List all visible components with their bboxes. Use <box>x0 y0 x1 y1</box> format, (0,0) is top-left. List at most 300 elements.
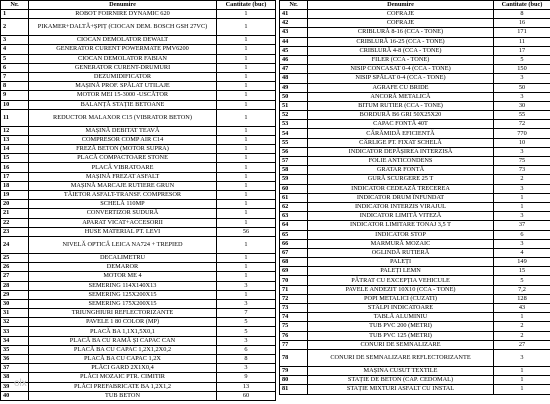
row-number: 5 <box>1 54 29 63</box>
row-number: 75 <box>280 322 308 331</box>
row-number: 71 <box>280 285 308 294</box>
item-quantity: 5 <box>494 276 550 285</box>
item-quantity: 6 <box>494 230 550 239</box>
table-row <box>1 327 276 336</box>
item-name: INDICATOR DRUM ÎNFUNDAT <box>308 193 494 202</box>
row-number: 54 <box>280 129 308 138</box>
row-number: 76 <box>280 331 308 340</box>
item-name: TUB PVC 125 (METRI) <box>308 331 494 340</box>
item-name: PALEȚI LEMN <box>308 267 494 276</box>
table-row <box>280 19 550 28</box>
row-number: 72 <box>280 294 308 303</box>
item-quantity: 11 <box>494 37 550 46</box>
table-row <box>1 209 276 218</box>
item-name: OGLINDĂ RUTIERĂ <box>308 248 494 257</box>
item-name: SCHELĂ 110MP <box>29 200 217 209</box>
item-name: BITUM RUTIER (CCA - TONE) <box>308 101 494 110</box>
item-name: SEMERING 125X200X15 <box>29 290 217 299</box>
item-name: GRATAR FONTĂ <box>308 166 494 175</box>
item-quantity: 1 <box>217 200 276 209</box>
table-row <box>280 376 550 385</box>
item-quantity: 2 <box>494 331 550 340</box>
item-name: PAVELE 1 80 COLOR (MP) <box>29 318 217 327</box>
row-number: 50 <box>280 92 308 101</box>
item-name: CÂRLIGE PT. FIXAT SCHELĂ <box>308 138 494 147</box>
item-name: PLACĂ BA CU CAPAC 1,2X <box>29 355 217 364</box>
item-name: MAȘINĂ FREZAT ASFALT <box>29 172 217 181</box>
item-name: CĂRĂMIDĂ EFICIENTĂ <box>308 129 494 138</box>
row-number: 24 <box>1 236 29 253</box>
item-name: INDICATOR INTERZIS VIRAJUL <box>308 202 494 211</box>
row-number: 31 <box>1 309 29 318</box>
item-quantity: 1 <box>217 236 276 253</box>
item-quantity: 60 <box>217 391 276 400</box>
item-quantity: 3 <box>217 281 276 290</box>
row-number: 30 <box>1 299 29 308</box>
item-name: CRIBLURĂ 16-25 (CCA - TONE) <box>308 37 494 46</box>
table-row <box>1 336 276 345</box>
item-quantity: 37 <box>494 221 550 230</box>
row-number: 15 <box>1 154 29 163</box>
row-number: 44 <box>280 37 308 46</box>
item-quantity: 1 <box>217 82 276 91</box>
row-number: 21 <box>1 209 29 218</box>
item-name: INDICATOR LIMITĂ VITEZĂ <box>308 212 494 221</box>
row-number: 77 <box>280 340 308 349</box>
item-quantity: 2 <box>494 322 550 331</box>
row-number: 25 <box>1 253 29 262</box>
item-quantity: 770 <box>494 129 550 138</box>
item-name: CIOCAN DEMOLATOR DEWALT <box>29 36 217 45</box>
row-number: 40 <box>1 391 29 400</box>
inventory-table-right <box>279 0 550 395</box>
item-quantity: 3 <box>217 299 276 308</box>
table-row <box>280 120 550 129</box>
item-quantity: 3 <box>494 184 550 193</box>
table-row <box>1 163 276 172</box>
table-row <box>280 239 550 248</box>
item-name: GENERATOR CURENT POWERMATE PMV6200 <box>29 45 217 54</box>
table-row <box>280 74 550 83</box>
row-number: 58 <box>280 166 308 175</box>
watermark: olx <box>14 378 27 389</box>
item-quantity: 10 <box>494 138 550 147</box>
table-row <box>1 181 276 190</box>
item-name: NISIP CONCASAT 0-4 (CCA - TONE) <box>308 65 494 74</box>
row-number: 12 <box>1 126 29 135</box>
item-quantity: 9 <box>217 373 276 382</box>
item-name: COMPRESOR COMP AIR C14 <box>29 135 217 144</box>
item-quantity: 1 <box>217 10 276 19</box>
item-name: CONVERTIZOR SUDURĂ <box>29 209 217 218</box>
row-number: 8 <box>1 82 29 91</box>
table-row <box>280 129 550 138</box>
row-number: 18 <box>1 181 29 190</box>
table-row <box>1 126 276 135</box>
item-quantity: 3 <box>494 74 550 83</box>
table-row <box>280 385 550 394</box>
table-row <box>1 200 276 209</box>
header-denumire: Denumire <box>308 1 494 10</box>
table-row <box>1 281 276 290</box>
table-row <box>1 135 276 144</box>
row-number: 55 <box>280 138 308 147</box>
row-number: 6 <box>1 63 29 72</box>
item-quantity: 1 <box>217 91 276 100</box>
item-quantity: 1 <box>217 209 276 218</box>
item-name: FILER (CCA - TONE) <box>308 55 494 64</box>
table-row <box>280 166 550 175</box>
item-quantity: 1 <box>217 181 276 190</box>
table-row <box>280 83 550 92</box>
table-row <box>280 340 550 349</box>
item-quantity: 5 <box>217 327 276 336</box>
item-name: PLACĂ VIBRATOARE <box>29 163 217 172</box>
item-quantity: 1 <box>217 272 276 281</box>
item-name: AGRAFE CU BRIDE <box>308 83 494 92</box>
item-name: MAȘINA CUSUT TEXTILE <box>308 366 494 375</box>
table-row <box>280 147 550 156</box>
item-name: PLACĂ BA 1,1X1,5X0,1 <box>29 327 217 336</box>
table-row <box>1 391 276 400</box>
table-row <box>280 65 550 74</box>
row-number: 33 <box>1 327 29 336</box>
table-row <box>1 82 276 91</box>
row-number: 20 <box>1 200 29 209</box>
item-name: MOTOR MEI 15-3000 -USCĂTOR <box>29 91 217 100</box>
table-row <box>1 355 276 364</box>
item-quantity: 1 <box>217 163 276 172</box>
item-quantity: 7 <box>217 309 276 318</box>
table-row <box>280 366 550 375</box>
item-quantity: 1 <box>217 45 276 54</box>
item-name: MOTOR ME 4 <box>29 272 217 281</box>
item-name: STAȚIE MIXTURI ASFALT CU INSTAL <box>308 385 494 394</box>
row-number: 47 <box>280 65 308 74</box>
item-name: CRIBLURĂ 4-8 (CCA - TONE) <box>308 46 494 55</box>
item-name: PLĂCI GARD 2X1X0,4 <box>29 364 217 373</box>
row-number: 36 <box>1 355 29 364</box>
table-row <box>280 285 550 294</box>
row-number: 67 <box>280 248 308 257</box>
inventory-table-left <box>0 0 276 401</box>
item-name: ANCORĂ METALICĂ <box>308 92 494 101</box>
row-number: 48 <box>280 74 308 83</box>
item-name: SEMERING 114X140X13 <box>29 281 217 290</box>
item-name: BALANȚĂ STAȚIE BETOANE <box>29 100 217 109</box>
item-quantity: 1 <box>217 126 276 135</box>
item-quantity: 56 <box>217 227 276 236</box>
table-row <box>1 236 276 253</box>
row-number: 2 <box>1 19 29 36</box>
item-quantity: 1 <box>217 191 276 200</box>
row-number: 4 <box>1 45 29 54</box>
item-quantity: 1 <box>217 218 276 227</box>
table-row <box>1 309 276 318</box>
table-row <box>1 54 276 63</box>
row-number: 34 <box>1 336 29 345</box>
item-name: NISIP SPĂLAT 0-4 (CCA - TONE) <box>308 74 494 83</box>
item-quantity: 1 <box>494 313 550 322</box>
item-quantity: 1 <box>494 366 550 375</box>
row-number: 23 <box>1 227 29 236</box>
item-name: MAȘINĂ MARCAJE RUTIERE GRUN <box>29 181 217 190</box>
row-number: 68 <box>280 258 308 267</box>
item-name: STAȚIE DE BETON (CAP. CEDOMAL) <box>308 376 494 385</box>
row-number: 52 <box>280 111 308 120</box>
item-quantity: 15 <box>494 267 550 276</box>
row-number: 46 <box>280 55 308 64</box>
row-number: 65 <box>280 230 308 239</box>
item-name: FOLIE ANTICONDENS <box>308 157 494 166</box>
item-quantity: 1 <box>217 145 276 154</box>
item-quantity: 8 <box>217 355 276 364</box>
table-row <box>1 272 276 281</box>
table-row <box>280 322 550 331</box>
item-quantity: 1 <box>494 376 550 385</box>
item-name: PLĂCI MOZAIC PTR. CIMITIR <box>29 373 217 382</box>
table-row <box>280 313 550 322</box>
row-number: 73 <box>280 304 308 313</box>
item-quantity: 171 <box>494 28 550 37</box>
table-row <box>280 267 550 276</box>
table-row <box>280 138 550 147</box>
table-row <box>280 248 550 257</box>
item-quantity: 1 <box>217 54 276 63</box>
item-quantity: 3 <box>217 336 276 345</box>
item-name: GENERATOR CURENT-DRUMURI <box>29 63 217 72</box>
item-quantity: 16 <box>494 19 550 28</box>
item-quantity: 1 <box>494 202 550 211</box>
row-number: 81 <box>280 385 308 394</box>
table-row <box>1 154 276 163</box>
item-quantity: 3 <box>494 92 550 101</box>
row-number: 9 <box>1 91 29 100</box>
item-quantity: 43 <box>494 304 550 313</box>
header-nr: Nr. <box>1 1 29 10</box>
table-row <box>280 276 550 285</box>
row-number: 29 <box>1 290 29 299</box>
table-row <box>1 172 276 181</box>
item-name: DEZUMIDIFICATOR <box>29 72 217 81</box>
table-row <box>280 184 550 193</box>
item-name: PLĂCI PREFABRICATE BA 1,2X1,2 <box>29 382 217 391</box>
item-quantity: 27 <box>494 340 550 349</box>
row-number: 61 <box>280 193 308 202</box>
item-quantity: 6 <box>217 345 276 354</box>
table-row <box>280 157 550 166</box>
row-number: 22 <box>1 218 29 227</box>
row-number: 80 <box>280 376 308 385</box>
header-nr: Nr. <box>280 1 308 10</box>
row-number: 11 <box>1 109 29 126</box>
row-number: 16 <box>1 163 29 172</box>
table-row <box>280 111 550 120</box>
item-quantity: 3 <box>217 364 276 373</box>
item-name: STÂLPI INDICATOARE <box>308 304 494 313</box>
row-number: 51 <box>280 101 308 110</box>
row-number: 70 <box>280 276 308 285</box>
table-row <box>1 318 276 327</box>
table-row <box>280 258 550 267</box>
table-row <box>1 227 276 236</box>
table-row <box>280 46 550 55</box>
item-quantity: 8 <box>494 10 550 19</box>
row-number: 57 <box>280 157 308 166</box>
item-quantity: 50 <box>494 83 550 92</box>
item-name: CONURI DE SEMNALIZARE REFLECTORIZANTE <box>308 349 494 366</box>
row-number: 69 <box>280 267 308 276</box>
item-name: COFRAJE <box>308 10 494 19</box>
table-row <box>280 55 550 64</box>
item-quantity: 3 <box>494 147 550 156</box>
row-number: 37 <box>1 364 29 373</box>
row-number: 7 <box>1 72 29 81</box>
row-number: 39 <box>1 382 29 391</box>
row-number: 74 <box>280 313 308 322</box>
table-row <box>1 19 276 36</box>
row-number: 62 <box>280 202 308 211</box>
item-name: TUB BETON <box>29 391 217 400</box>
table-row <box>1 91 276 100</box>
item-name: INDICATOR CEDEAZĂ TRECEREA <box>308 184 494 193</box>
item-name: PĂTRAT CU EXCEPȚIA VEHICULE <box>308 276 494 285</box>
item-quantity: 2 <box>494 175 550 184</box>
item-quantity: 7,2 <box>494 285 550 294</box>
table-row <box>1 36 276 45</box>
table-row <box>1 10 276 19</box>
row-number: 14 <box>1 145 29 154</box>
item-name: TUB PVC 200 (METRI) <box>308 322 494 331</box>
row-number: 63 <box>280 212 308 221</box>
row-number: 43 <box>280 28 308 37</box>
item-quantity: 30 <box>494 101 550 110</box>
item-name: CONURI DE SEMNALIZARE <box>308 340 494 349</box>
table-row <box>280 230 550 239</box>
row-number: 66 <box>280 239 308 248</box>
item-quantity: 1 <box>217 19 276 36</box>
item-name: PLACĂ BA CU CAPAC 1,2X1,2X0,2 <box>29 345 217 354</box>
item-name: HUSE MATERIAL PT. LEVI <box>29 227 217 236</box>
table-row <box>280 294 550 303</box>
item-name: SEMERING 175X200X15 <box>29 299 217 308</box>
item-name: ROBOT FOIRNIRE DYNAMIC 620 <box>29 10 217 19</box>
row-number: 64 <box>280 221 308 230</box>
row-number: 32 <box>1 318 29 327</box>
row-number: 3 <box>1 36 29 45</box>
item-name: POPI METALICI (CUZATI) <box>308 294 494 303</box>
item-name: PLACĂ COMPACTOARE STONE <box>29 154 217 163</box>
item-quantity: 1 <box>494 193 550 202</box>
item-quantity: 73 <box>494 166 550 175</box>
item-quantity: 149 <box>494 258 550 267</box>
item-name: NIVELĂ OPTICĂ LEICA NA724 + TREPIED <box>29 236 217 253</box>
table-row <box>280 212 550 221</box>
item-name: INDICATOR DEPĂȘIREA INTERZISĂ <box>308 147 494 156</box>
item-quantity: 1 <box>217 154 276 163</box>
item-quantity: 128 <box>494 294 550 303</box>
item-quantity: 1 <box>217 109 276 126</box>
item-name: GURĂ SCURGERE 25 T <box>308 175 494 184</box>
table-row <box>280 101 550 110</box>
table-row <box>1 382 276 391</box>
table-row <box>1 290 276 299</box>
item-quantity: 1 <box>217 263 276 272</box>
item-name: FREZĂ BETON (MOTOR SUPRA) <box>29 145 217 154</box>
table-row <box>1 45 276 54</box>
table-row <box>1 191 276 200</box>
item-quantity: 75 <box>494 157 550 166</box>
row-number: 28 <box>1 281 29 290</box>
header-denumire: Denumire <box>29 1 217 10</box>
header-row <box>280 1 550 10</box>
item-quantity: 1 <box>217 172 276 181</box>
item-quantity: 1 <box>217 135 276 144</box>
item-name: PLACĂ BA CU RAMĂ ȘI CAPAC CAN <box>29 336 217 345</box>
item-name: DEMAROR <box>29 263 217 272</box>
item-name: PAVELE ANDEZIT 10X10 (CCA - TONE) <box>308 285 494 294</box>
item-name: MAȘINĂ DEBITAT TEAVĂ <box>29 126 217 135</box>
header-row <box>1 1 276 10</box>
item-quantity: 1 <box>217 100 276 109</box>
item-quantity: 5 <box>494 55 550 64</box>
item-name: INDICATOR STOP <box>308 230 494 239</box>
item-name: TĂIETOR ASFALT-TRANSF. COMPRESOR <box>29 191 217 200</box>
table-row <box>280 221 550 230</box>
item-quantity: 3 <box>494 239 550 248</box>
item-name: TABLĂ ALUMINIU <box>308 313 494 322</box>
table-row <box>1 145 276 154</box>
item-name: CRIBLURĂ 8-16 (CCA - TONE) <box>308 28 494 37</box>
row-number: 79 <box>280 366 308 375</box>
row-number: 56 <box>280 147 308 156</box>
item-quantity: 72 <box>494 120 550 129</box>
item-name: REDUCTOR MALAXOR C15 (VIBRATOR BETON) <box>29 109 217 126</box>
row-number: 19 <box>1 191 29 200</box>
item-quantity: 1 <box>217 72 276 81</box>
item-name: DECALIMETRU <box>29 253 217 262</box>
row-number: 78 <box>280 349 308 366</box>
row-number: 53 <box>280 120 308 129</box>
item-quantity: 1 <box>494 385 550 394</box>
row-number: 59 <box>280 175 308 184</box>
table-row <box>1 263 276 272</box>
row-number: 60 <box>280 184 308 193</box>
item-name: PALEȚI <box>308 258 494 267</box>
row-number: 45 <box>280 46 308 55</box>
row-number: 10 <box>1 100 29 109</box>
header-cantitate: Cantitate (buc) <box>217 1 276 10</box>
table-row <box>280 331 550 340</box>
item-quantity: 17 <box>494 46 550 55</box>
table-row <box>280 193 550 202</box>
item-quantity: 55 <box>494 111 550 120</box>
table-row <box>1 253 276 262</box>
item-quantity: 3 <box>494 349 550 366</box>
item-quantity: 3 <box>494 212 550 221</box>
table-row <box>280 304 550 313</box>
row-number: 27 <box>1 272 29 281</box>
item-name: APARAT VICAT+ACCESORII <box>29 218 217 227</box>
item-quantity: 1 <box>217 253 276 262</box>
item-quantity: 1 <box>217 36 276 45</box>
table-row <box>280 349 550 366</box>
row-number: 17 <box>1 172 29 181</box>
item-quantity: 5 <box>217 318 276 327</box>
item-quantity: 1 <box>217 63 276 72</box>
row-number: 1 <box>1 10 29 19</box>
table-row <box>1 63 276 72</box>
